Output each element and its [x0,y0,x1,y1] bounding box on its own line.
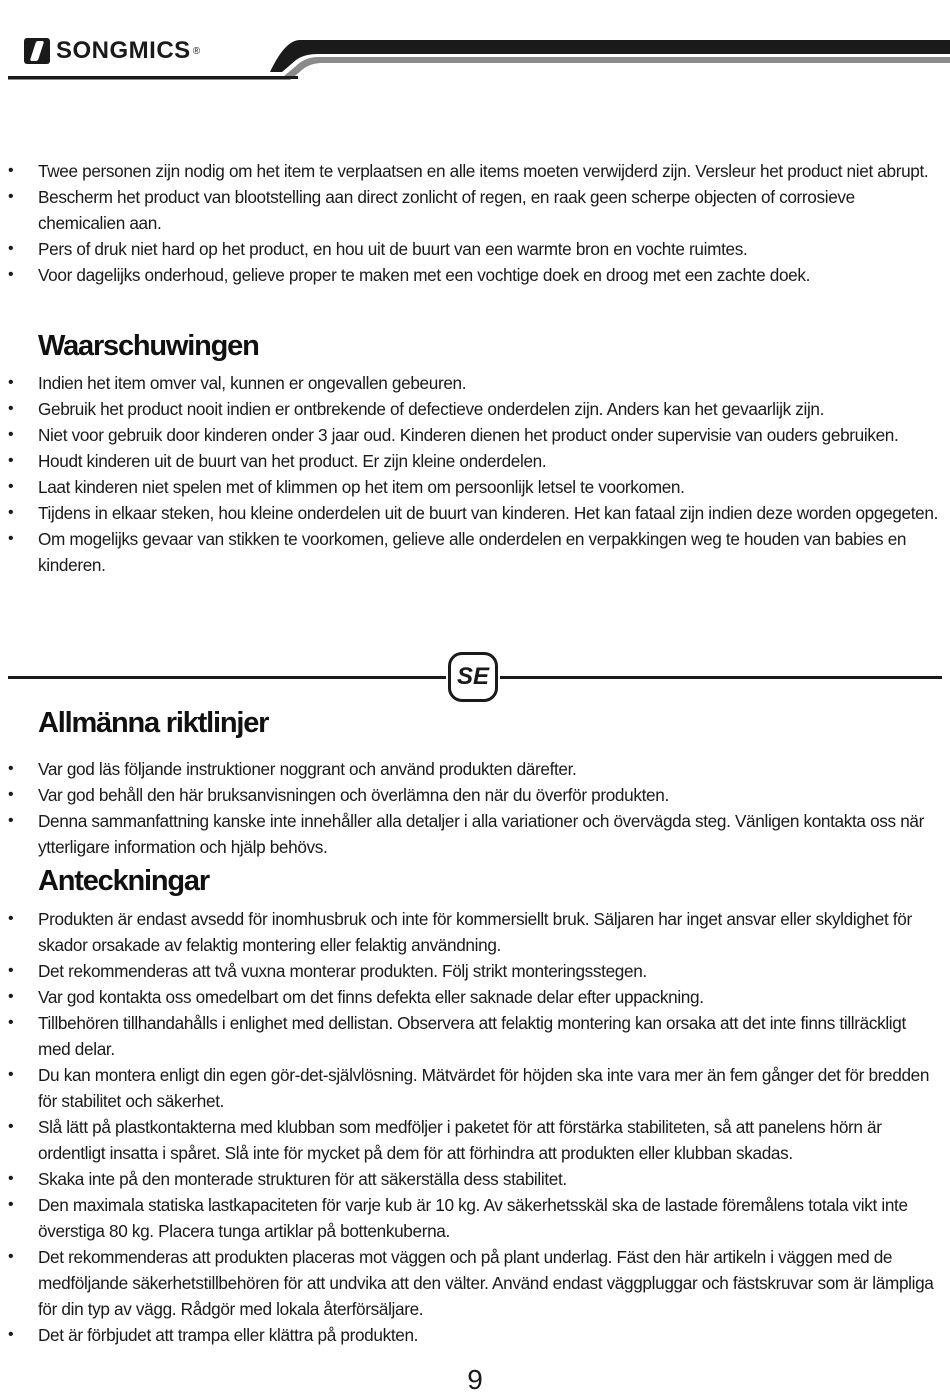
list-item: • Det rekommenderas att produkten placeras mot väggen och på plant underlag. Fäst den här artikeln i väggen med de medföljande säkerhetstillbehören för att undvika att den välter. Använd endast väggpluggar och fästskruvar som är lämpliga för din typ av vägg. Rådgör med lokala återförsäljare. [0,1244,950,1322]
list-item: • Niet voor gebruik door kinderen onder 3 jaar oud. Kinderen dienen het product onder supervisie van ouders gebruiken. [0,422,950,448]
list-item: • Skaka inte på den monterade strukturen för att säkerställa dess stabilitet. [0,1166,950,1192]
list-item: • Voor dagelijks onderhoud, gelieve proper te maken met een vochtige doek en droog met een zachte doek. [0,262,950,288]
list-item: • Slå lätt på plastkontakterna med klubban som medföljer i paketet för att förstärka stabiliteten, så att panelens hörn är ordentligt insatta i spåret. Slå inte för mycket på dem för att förhindra att produkten eller klubban skadas. [0,1114,950,1166]
list-item: • Den maximala statiska lastkapaciteten för varje kub är 10 kg. Av säkerhetsskäl ska de lastade föremålens totala vikt inte överstiga 80 kg. Placera tunga artiklar på bottenkuberna. [0,1192,950,1244]
list-item: • Indien het item omver val, kunnen er ongevallen gebeuren. [0,370,950,396]
se-general-list [0,756,950,860]
list-item: • Var god behåll den här bruksanvisningen och överlämna den när du överför produkten. [0,782,950,808]
list-item: • Tijdens in elkaar steken, hou kleine onderdelen uit de buurt van kinderen. Het kan fataal zijn indien deze worden opgegeten. [0,500,950,526]
divider-line-left [8,676,446,679]
list-item: • Twee personen zijn nodig om het item te verplaatsen en alle items moeten verwijderd zijn. Versleur het product niet abrupt. [0,158,950,184]
list-item: • Produkten är endast avsedd för inomhusbruk och inte för kommersiellt bruk. Säljaren har inget ansvar eller skyldighet för skador orsakade av felaktig montering eller felaktig användning. [0,906,950,958]
list-item: • Houdt kinderen uit de buurt van het product. Er zijn kleine onderdelen. [0,448,950,474]
list-item: • Pers of druk niet hard op het product, en hou uit de buurt van een warmte bron en vochte ruimtes. [0,236,950,262]
list-item: • Gebruik het product nooit indien er ontbrekende of defectieve onderdelen zijn. Anders kan het gevaarlijk zijn. [0,396,950,422]
brand-name: SONGMICS [56,37,191,64]
page-number: 9 [467,1364,483,1395]
list-item: • Det rekommenderas att två vuxna monterar produkten. Följ strikt monteringsstegen. [0,958,950,984]
list-item: • Bescherm het product van blootstelling aan direct zonlicht of regen, en raak geen scherpe objecten of corrosieve chemicalien aan. [0,184,950,236]
language-divider [0,650,950,706]
list-item: • Var god kontakta oss omedelbart om det finns defekta eller saknade delar efter uppackning. [0,984,950,1010]
songmics-logo-icon [24,38,50,64]
section-title-anteckningar: Anteckningar [38,865,209,897]
registered-mark: ® [192,45,201,57]
list-item: • Var god läs följande instruktioner noggrant och använd produkten därefter. [0,756,950,782]
language-badge: SE [448,652,498,702]
list-item: • Denna sammanfattning kanske inte innehåller alla detaljer i alla variationer och övervägda steg. Vänligen kontakta oss när ytterligare information och hjälp behövs. [0,808,950,860]
section-title-allmanna-riktlinjer: Allmänna riktlinjer [38,707,269,739]
nl-warnings-list [0,370,950,578]
section-title-waarschuwingen: Waarschuwingen [38,330,259,362]
divider-line-right [500,676,942,679]
list-item: • Du kan montera enligt din egen gör-det-självlösning. Mätvärdet för höjden ska inte vara mer än fem gånger det för bredden för stabilitet och säkerhet. [0,1062,950,1114]
se-notes-list [0,906,950,1348]
nl-care-list [0,158,950,288]
page-header [0,0,950,90]
songmics-logo [24,36,200,66]
list-item: • Det är förbjudet att trampa eller klättra på produkten. [0,1322,950,1348]
list-item: • Laat kinderen niet spelen met of klimmen op het item om persoonlijk letsel te voorkomen. [0,474,950,500]
list-item: • Om mogelijks gevaar van stikken te voorkomen, gelieve alle onderdelen en verpakkingen weg te houden van babies en kinderen. [0,526,950,578]
list-item: • Tillbehören tillhandahålls i enlighet med dellistan. Observera att felaktig montering kan orsaka att det inte finns tillräckligt med delar. [0,1010,950,1062]
